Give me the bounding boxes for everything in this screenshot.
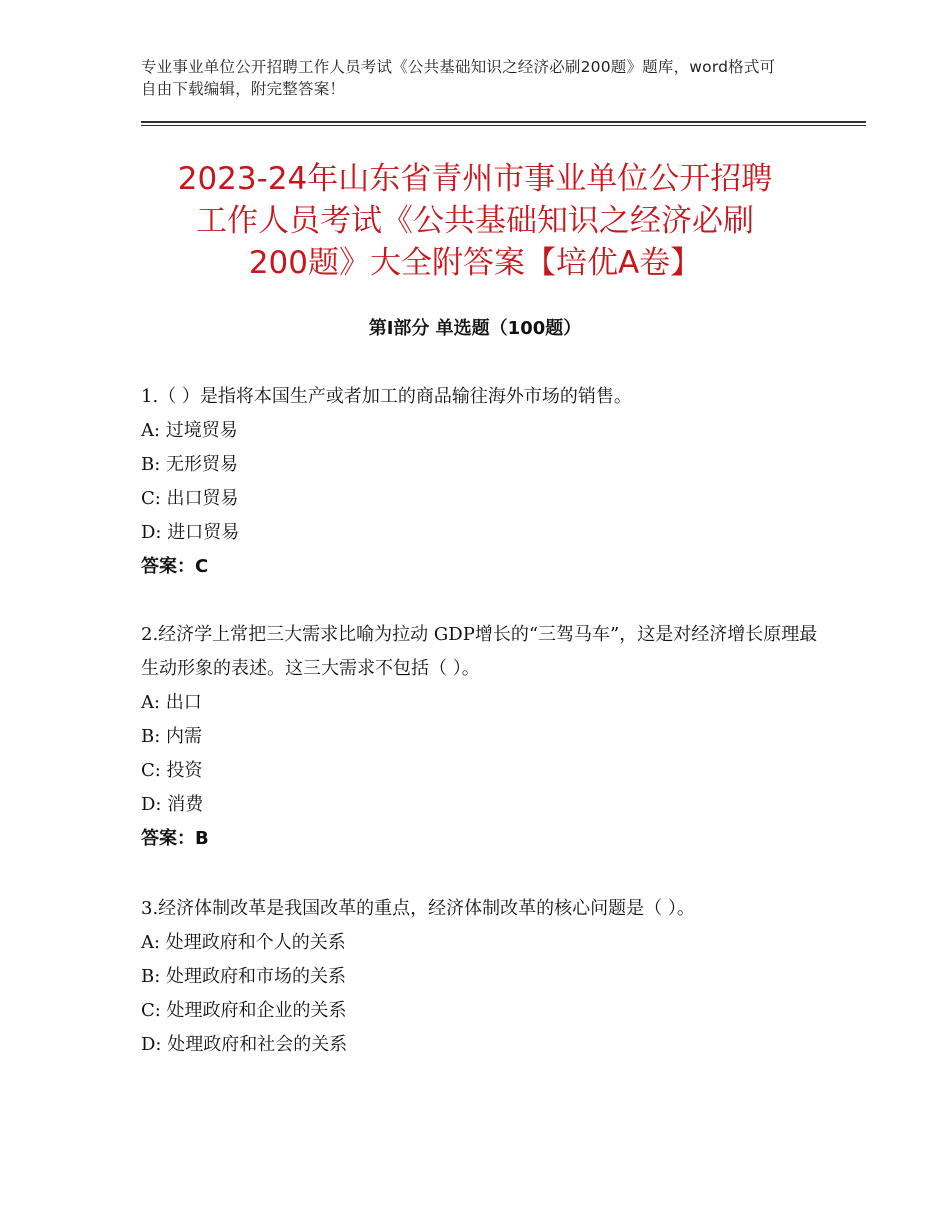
option-d: D: 处理政府和社会的关系	[141, 1034, 348, 1055]
answer: 答案：B	[141, 828, 209, 849]
option-a: A: 过境贸易	[141, 420, 238, 441]
header-rule-thick	[141, 121, 866, 123]
option-c: C: 投资	[141, 760, 203, 781]
option-c: C: 出口贸易	[141, 488, 239, 509]
option-b: B: 内需	[141, 726, 203, 747]
question-text: 2.经济学上常把三大需求比喻为拉动 GDP增长的“三驾马车”，这是对经济增长原理最生动形象的表述。这三大需求不包括（ ）。	[141, 624, 818, 679]
question-2	[141, 618, 821, 856]
section-title: 第Ⅰ部分 单选题（100题）	[368, 318, 582, 339]
question-1	[141, 380, 821, 584]
title-line-3: 200题》大全附答案【培优A卷】	[248, 245, 702, 281]
option-c: C: 处理政府和企业的关系	[141, 1000, 347, 1021]
title-line-2: 工作人员考试《公共基础知识之经济必刷	[196, 203, 754, 239]
option-b: B: 无形贸易	[141, 454, 239, 475]
question-3	[141, 892, 821, 1062]
option-d: D: 进口贸易	[141, 522, 240, 543]
header-rule-thin	[141, 125, 866, 126]
answer: 答案：C	[141, 556, 209, 577]
option-d: D: 消费	[141, 794, 204, 815]
header-note: 专业事业单位公开招聘工作人员考试《公共基础知识之经济必刷200题》题库，word格式可自由下载编辑，附完整答案！	[141, 58, 776, 98]
document-title	[100, 158, 850, 284]
title-line-1: 2023-24年山东省青州市事业单位公开招聘	[177, 161, 773, 197]
option-a: A: 出口	[141, 692, 202, 713]
option-a: A: 处理政府和个人的关系	[141, 932, 346, 953]
option-b: B: 处理政府和市场的关系	[141, 966, 347, 987]
question-text: 1.（ ）是指将本国生产或者加工的商品输往海外市场的销售。	[141, 386, 632, 407]
question-text: 3.经济体制改革是我国改革的重点，经济体制改革的核心问题是（ ）。	[141, 898, 695, 919]
